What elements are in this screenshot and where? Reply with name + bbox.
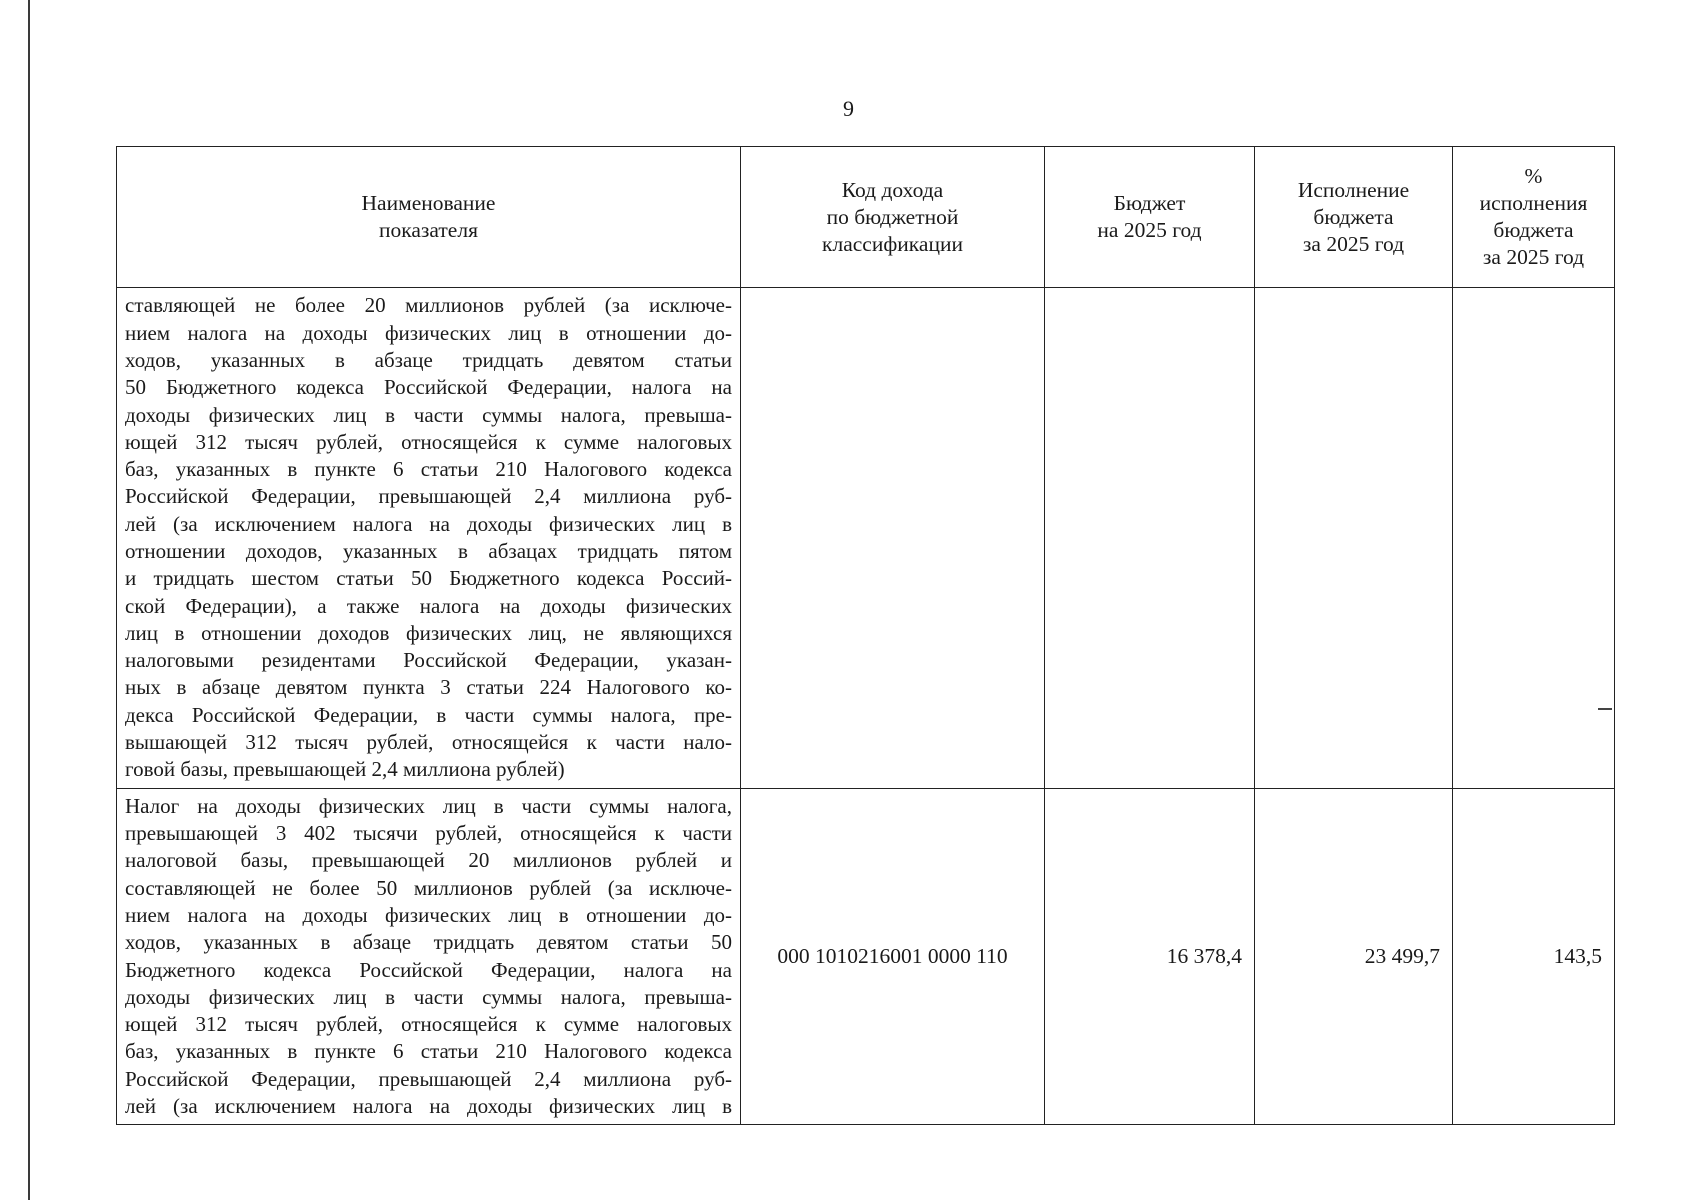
header-percent-execution: [1453, 147, 1615, 288]
description-line: составляющей не более 50 миллионов рублей (за исключе-: [125, 875, 732, 900]
binding-margin-line: [28, 0, 30, 1200]
description-line: лей (за исключением налога на доходы физических лиц в: [125, 1093, 732, 1118]
description-line: вышающей 312 тысяч рублей, относящейся к части нало-: [125, 730, 732, 755]
header-line: Наименование: [361, 191, 496, 215]
description-line: налоговыми резидентами Российской Федерации, указан-: [125, 648, 732, 673]
description-line: Российской Федерации, превышающей 2,4 миллиона руб-: [125, 1066, 732, 1091]
header-line: за 2025 год: [1302, 231, 1405, 256]
description-line: Бюджетного кодекса Российской Федерации, налога на: [125, 957, 732, 982]
budget-table: [116, 146, 1615, 1125]
description-line: баз, указанных в пункте 6 статьи 210 Налогового кодекса: [125, 1039, 732, 1064]
header-line: по бюджетной: [826, 204, 959, 229]
table-header-row: [117, 147, 1615, 288]
indicator-description: [117, 789, 741, 1125]
description-line: налоговой базы, превышающей 20 миллионов рублей и: [125, 848, 732, 873]
description-line: лей (за исключением налога на доходы физических лиц в: [125, 511, 732, 536]
budget-cell: 16 378,4: [1045, 789, 1255, 1125]
header-execution-2025: [1255, 147, 1453, 288]
header-line: на 2025 год: [1097, 218, 1202, 242]
description-line: нием налога на доходы физических лиц в отношении до-: [125, 902, 732, 927]
execution-cell: 23 499,7: [1255, 789, 1453, 1125]
description-line: баз, указанных в пункте 6 статьи 210 Налогового кодекса: [125, 457, 732, 482]
description-line: доходы физических лиц в части суммы налога, превыша-: [125, 984, 732, 1009]
income-code-cell: [741, 288, 1045, 789]
header-line: Исполнение: [1297, 177, 1410, 202]
header-indicator-name: [117, 147, 741, 288]
header-line: бюджета: [1493, 218, 1574, 242]
description-line: и тридцать шестом статьи 50 Бюджетного кодекса Россий-: [125, 566, 732, 591]
description-line: Налог на доходы физических лиц в части суммы налога,: [125, 793, 732, 818]
table-row: [117, 789, 1615, 1125]
percent-cell: 143,5: [1453, 789, 1615, 1125]
description-line: Российской Федерации, превышающей 2,4 миллиона руб-: [125, 484, 732, 509]
header-line: исполнения: [1479, 191, 1588, 215]
description-line: ющей 312 тысяч рублей, относящейся к сумме налоговых: [125, 429, 732, 454]
description-line: доходы физических лиц в части суммы налога, превыша-: [125, 402, 732, 427]
page-number: 9: [843, 96, 854, 121]
description-line: отношении доходов, указанных в абзацах тридцать пятом: [125, 539, 732, 563]
header-line: показателя: [379, 218, 478, 242]
header-line: за 2025 год: [1482, 245, 1585, 269]
header-line: Бюджет: [1113, 191, 1186, 215]
header-line: Код дохода: [841, 177, 944, 202]
percent-cell: [1453, 288, 1615, 789]
header-line: классификации: [822, 231, 963, 256]
income-code-cell: 000 1010216001 0000 110: [741, 789, 1045, 1125]
description-line: ходов, указанных в абзаце тридцать девятом статьи: [125, 347, 732, 372]
stray-mark: [1598, 708, 1612, 710]
header-budget-2025: [1045, 147, 1255, 288]
description-line: декса Российской Федерации, в части суммы налога, пре-: [125, 702, 732, 727]
description-line: говой базы, превышающей 2,4 миллиона рублей): [125, 757, 565, 782]
description-line: ходов, указанных в абзаце тридцать девятом статьи 50: [125, 930, 732, 955]
execution-cell: [1255, 288, 1453, 789]
description-line: ской Федерации), а также налога на доходы физических: [125, 593, 732, 618]
indicator-description: [117, 288, 741, 789]
header-line: %: [1524, 164, 1543, 188]
description-line: ных в абзаце девятом пункта 3 статьи 224 Налогового ко-: [125, 675, 732, 700]
description-line: ющей 312 тысяч рублей, относящейся к сумме налоговых: [125, 1012, 732, 1037]
description-line: ставляющей не более 20 миллионов рублей (за исключе-: [125, 293, 732, 318]
description-line: нием налога на доходы физических лиц в отношении до-: [125, 320, 732, 345]
header-line: бюджета: [1313, 204, 1394, 229]
description-line: 50 Бюджетного кодекса Российской Федерации, налога на: [125, 375, 732, 400]
header-income-code: [741, 147, 1045, 288]
table-row: [117, 288, 1615, 789]
description-line: превышающей 3 402 тысячи рублей, относящейся к части: [125, 821, 732, 846]
budget-cell: [1045, 288, 1255, 789]
description-line: лиц в отношении доходов физических лиц, не являющихся: [125, 620, 732, 645]
